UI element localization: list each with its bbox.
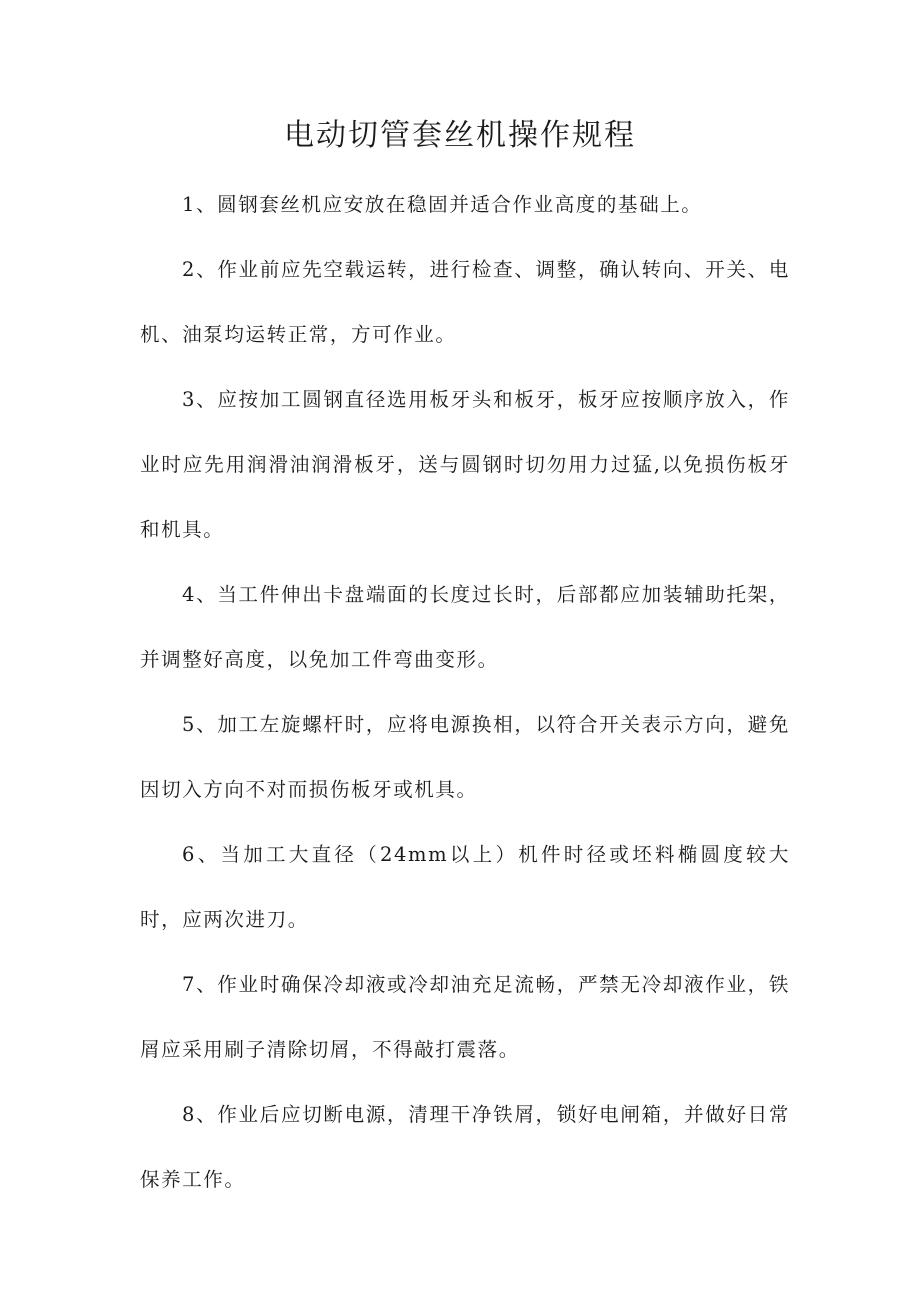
paragraph-3: 3、应按加工圆钢直径选用板牙头和板牙，板牙应按顺序放入，作业时应先用润滑油润滑板牙，送与圆钢时切勿用力过猛,以免损伤板牙和机具。 [140, 388, 790, 541]
paragraph-5: 5、加工左旋螺杆时，应将电源换相，以符合开关表示方向，避免因切入方向不对而损伤板牙或机具。 [140, 713, 790, 801]
paragraph-2: 2、作业前应先空载运转，进行检查、调整，确认转向、开关、电机、油泵均运转正常，方可作业。 [140, 258, 790, 346]
paragraph-1: 1、圆钢套丝机应安放在稳固并适合作业高度的基础上。 [182, 193, 703, 216]
paragraph-8: 8、作业后应切断电源，清理干净铁屑，锁好电闸箱，并做好日常保养工作。 [140, 1103, 790, 1191]
paragraph-7: 7、作业时确保冷却液或冷却油充足流畅，严禁无冷却液作业，铁屑应采用刷子清除切屑，不得敲打震落。 [140, 973, 790, 1061]
document-body [140, 172, 790, 1212]
paragraph-4: 4、当工件伸出卡盘端面的长度过长时，后部都应加装辅助托架，并调整好高度，以免加工件弯曲变形。 [140, 583, 790, 671]
document-title: 电动切管套丝机操作规程 [284, 118, 636, 153]
paragraph-6: 6、当加工大直径（24mm以上）机件时径或坯料椭圆度较大时，应两次进刀。 [140, 843, 790, 931]
